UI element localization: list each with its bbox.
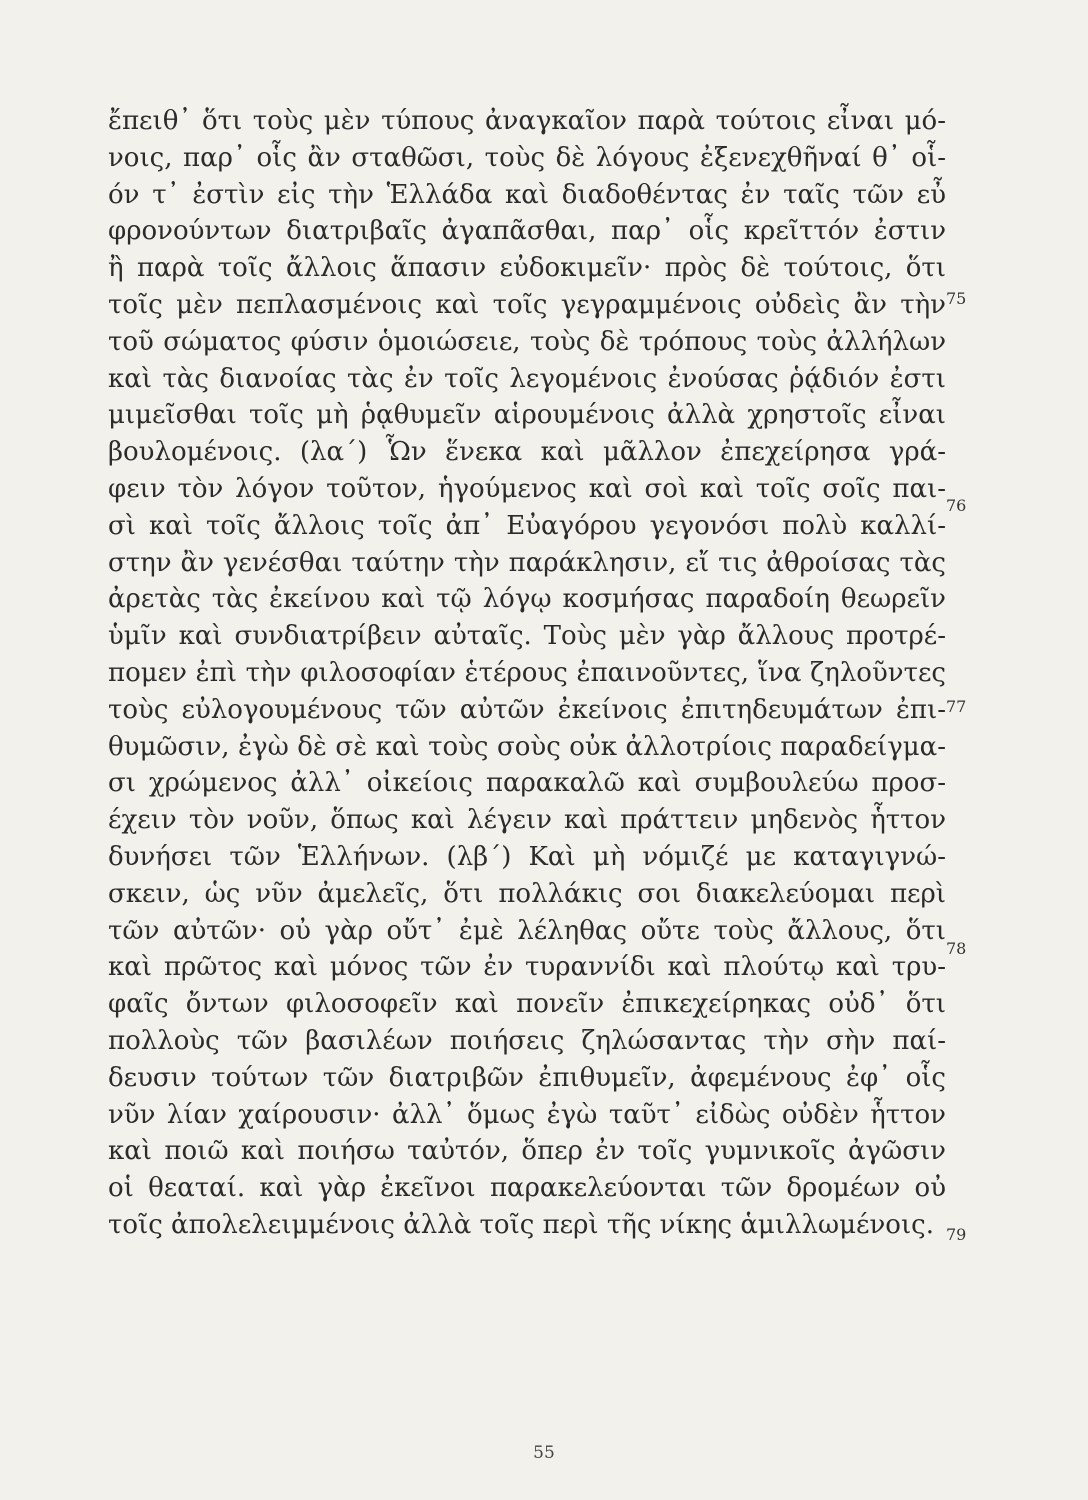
text-line: οἱ θεαταί. καὶ γὰρ ἐκεῖνοι παρακελεύονται τῶν δρομέων οὐ	[108, 1173, 946, 1204]
text-line: πομεν ἐπὶ τὴν φιλοσοφίαν ἑτέρους ἐπαινοῦντες, ἵνα ζηλοῦντες	[108, 657, 946, 688]
text-line: νοις, παρ᾽ οἷς ἂν σταθῶσι, τοὺς δὲ λόγους ἐξενεχθῆναί θ᾽ οἷ-	[108, 142, 946, 173]
text-line: φαῖς ὄντων φιλοσοφεῖν καὶ πονεῖν ἐπικεχείρηκας οὐδ᾽ ὅτι	[108, 989, 946, 1020]
text-line: βουλομένοις. (λα´) Ὧν ἕνεκα καὶ μᾶλλον ἐπεχείρησα γρά-	[108, 437, 946, 468]
text-line: τῶν αὐτῶν· οὐ γὰρ οὔτ᾽ ἐμὲ λέληθας οὔτε τοὺς ἄλλους, ὅτι	[108, 915, 946, 946]
text-line: τοῖς ἀπολελειμμένοις ἀλλὰ τοῖς περὶ τῆς νίκης ἁμιλλωμένοις.	[108, 1209, 934, 1240]
text-line: δευσιν τούτων τῶν διατριβῶν ἐπιθυμεῖν, ἀφεμένους ἐφ᾽ οἷς	[108, 1062, 946, 1093]
text-line: όν τ᾽ ἐστὶν εἰς τὴν Ἑλλάδα καὶ διαδοθέντας ἐν ταῖς τῶν εὖ	[108, 179, 946, 210]
text-line: τοῖς μὲν πεπλασμένοις καὶ τοῖς γεγραμμένοις οὐδεὶς ἂν τὴν	[108, 289, 946, 320]
text-line: ἔπειθ᾽ ὅτι τοὺς μὲν τύπους ἀναγκαῖον παρὰ τούτοις εἶναι μό-	[108, 106, 946, 136]
text-line: πολλοὺς τῶν βασιλέων ποιήσεις ζηλώσαντας τὴν σὴν παί-	[108, 1025, 946, 1056]
margin-section-number: 79	[946, 1225, 967, 1244]
text-line: ἢ παρὰ τοῖς ἄλλοις ἅπασιν εὐδοκιμεῖν· πρὸς δὲ τούτοις, ὅτι	[108, 253, 946, 284]
text-line: φρονούντων διατριβαῖς ἀγαπᾶσθαι, παρ᾽ οἷς κρεῖττόν ἐστιν	[108, 216, 946, 247]
text-line: δυνήσει τῶν Ἑλλήνων. (λβ´) Καὶ μὴ νόμιζέ με καταγιγνώ-	[108, 841, 946, 872]
text-line: σκειν, ὡς νῦν ἀμελεῖς, ὅτι πολλάκις σοι διακελεύομαι περὶ	[108, 878, 946, 909]
text-line: καὶ τὰς διανοίας τὰς ἐν τοῖς λεγομένοις ἐνούσας ῥᾴδιόν ἐστι	[108, 363, 946, 394]
body-text	[108, 103, 946, 1244]
text-line: έχειν τὸν νοῦν, ὅπως καὶ λέγειν καὶ πράττειν μηδενὸς ἧττον	[108, 805, 946, 836]
text-line: ἀρετὰς τὰς ἐκείνου καὶ τῷ λόγῳ κοσμήσας παραδοίη θεωρεῖν	[108, 584, 946, 615]
margin-section-number: 75	[946, 289, 967, 308]
text-line: σι χρώμενος ἀλλ᾽ οἰκείοις παρακαλῶ καὶ συμβουλεύω προσ-	[108, 768, 946, 799]
text-line: νῦν λίαν χαίρουσιν· ἀλλ᾽ ὅμως ἐγὼ ταῦτ᾽ εἰδὼς οὐδὲν ἧττον	[108, 1099, 946, 1130]
text-line: φειν τὸν λόγον τοῦτον, ἡγούμενος καὶ σοὶ καὶ τοῖς σοῖς παι-	[108, 473, 946, 504]
text-line: μιμεῖσθαι τοῖς μὴ ῥᾳθυμεῖν αἱρουμένοις ἀλλὰ χρηστοῖς εἶναι	[108, 400, 946, 431]
text-line: θυμῶσιν, ἐγὼ δὲ σὲ καὶ τοὺς σοὺς οὐκ ἀλλοτρίοις παραδείγμα-	[108, 731, 946, 762]
text-line: καὶ ποιῶ καὶ ποιήσω ταὐτόν, ὅπερ ἐν τοῖς γυμνικοῖς ἀγῶσιν	[108, 1136, 946, 1167]
text-line: σὶ καὶ τοῖς ἄλλοις τοῖς ἀπ᾽ Εὐαγόρου γεγονόσι πολὺ καλλί-	[108, 510, 946, 541]
margin-section-number: 76	[946, 496, 967, 515]
text-line: τοὺς εὐλογουμένους τῶν αὐτῶν ἐκείνοις ἐπιτηδευμάτων ἐπι-	[108, 694, 946, 725]
page-number: 55	[533, 1443, 555, 1463]
margin-section-number: 78	[946, 939, 967, 958]
text-line: τοῦ σώματος φύσιν ὁμοιώσειε, τοὺς δὲ τρόπους τοὺς ἀλλήλων	[108, 326, 946, 357]
text-line: καὶ πρῶτος καὶ μόνος τῶν ἐν τυραννίδι καὶ πλούτῳ καὶ τρυ-	[108, 952, 946, 983]
text-line: ὑμῖν καὶ συνδιατρίβειν αὐταῖς. Τοὺς μὲν γὰρ ἄλλους προτρέ-	[108, 621, 946, 652]
text-line: στην ἂν γενέσθαι ταύτην τὴν παράκλησιν, εἴ τις ἀθροίσας τὰς	[108, 547, 946, 578]
margin-section-number: 77	[946, 697, 967, 716]
